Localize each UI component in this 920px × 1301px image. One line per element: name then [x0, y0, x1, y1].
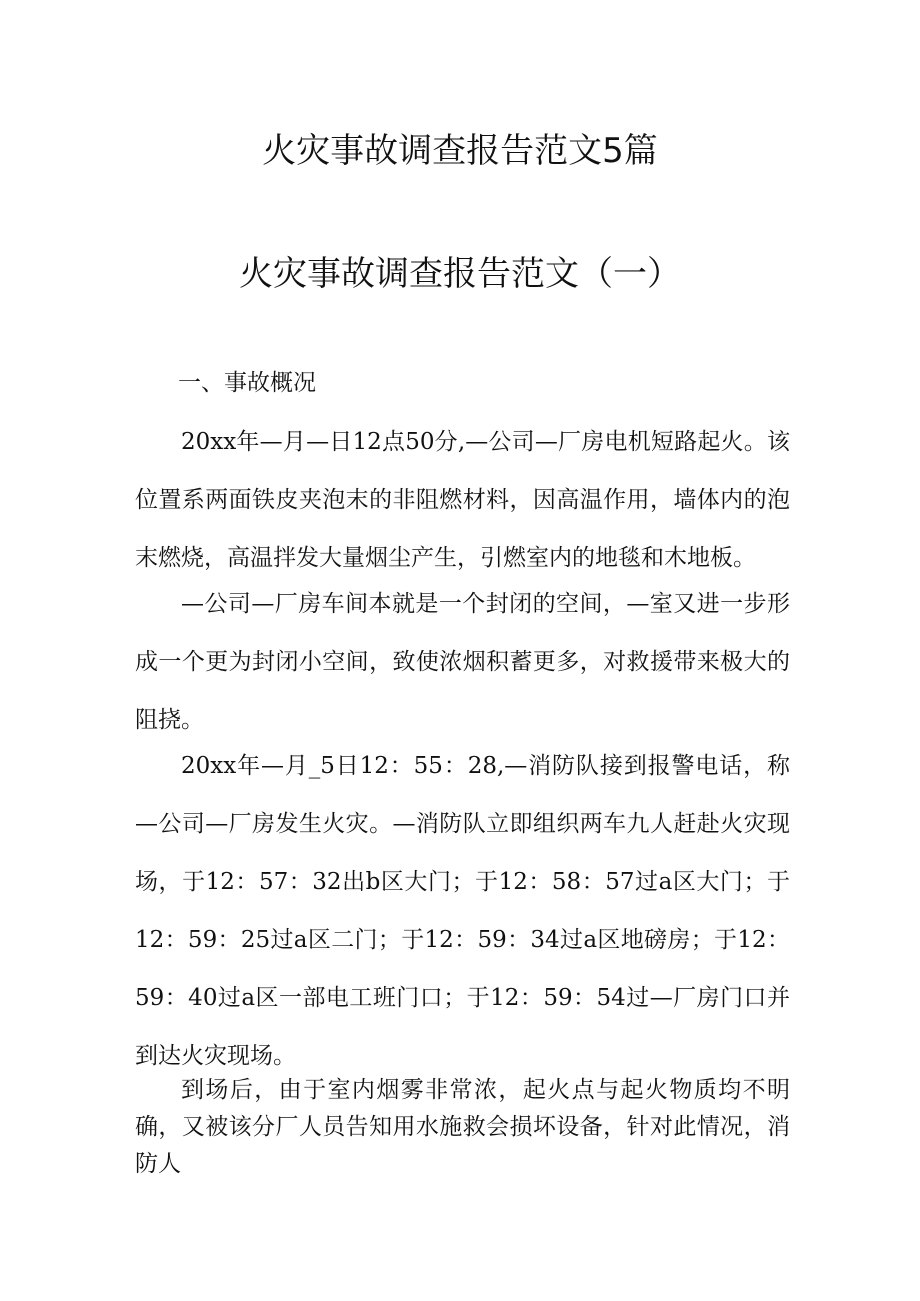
paragraph: —公司—厂房车间本就是一个封闭的空间，—室又进一步形成一个更为封闭小空间，致使浓烟积蓄更多，对救援带来极大的阻挠。 — [135, 591, 790, 733]
paragraph: 20xx年—月_5日12：55：28,—消防队接到报警电话，称—公司—厂房发生火灾。—消防队立即组织两车九人赶赴火灾现场，于12：57：32出b区大门；于12：58：57过a区大门；于12：59：25过a区二门；于12：59：34过a区地磅房；于12：59：40过a区一部电工班门口；于12：59：54过—厂房门口并到达火灾现场。 — [135, 753, 790, 1069]
section-heading: 一、事故概况 — [178, 370, 316, 396]
paragraph-3-block — [135, 737, 790, 1085]
document-subtitle: 火灾事故调查报告范文（一） — [239, 254, 681, 294]
paragraph-4-block — [135, 1072, 790, 1183]
paragraph: 20xx年—月—日12点50分,—公司—厂房电机短路起火。该位置系两面铁皮夹泡末的非阻燃材料，因高温作用，墙体内的泡末燃烧，高温拌发大量烟尘产生，引燃室内的地毯和木地板。 — [135, 429, 790, 571]
document-title: 火灾事故调查报告范文5篇 — [262, 131, 658, 171]
paragraph: 到场后，由于室内烟雾非常浓，起火点与起火物质均不明确，又被该分厂人员告知用水施救会损坏设备，针对此情况，消防人 — [135, 1077, 790, 1177]
paragraph-2-block — [135, 575, 790, 749]
paragraph-1-block — [135, 413, 790, 587]
